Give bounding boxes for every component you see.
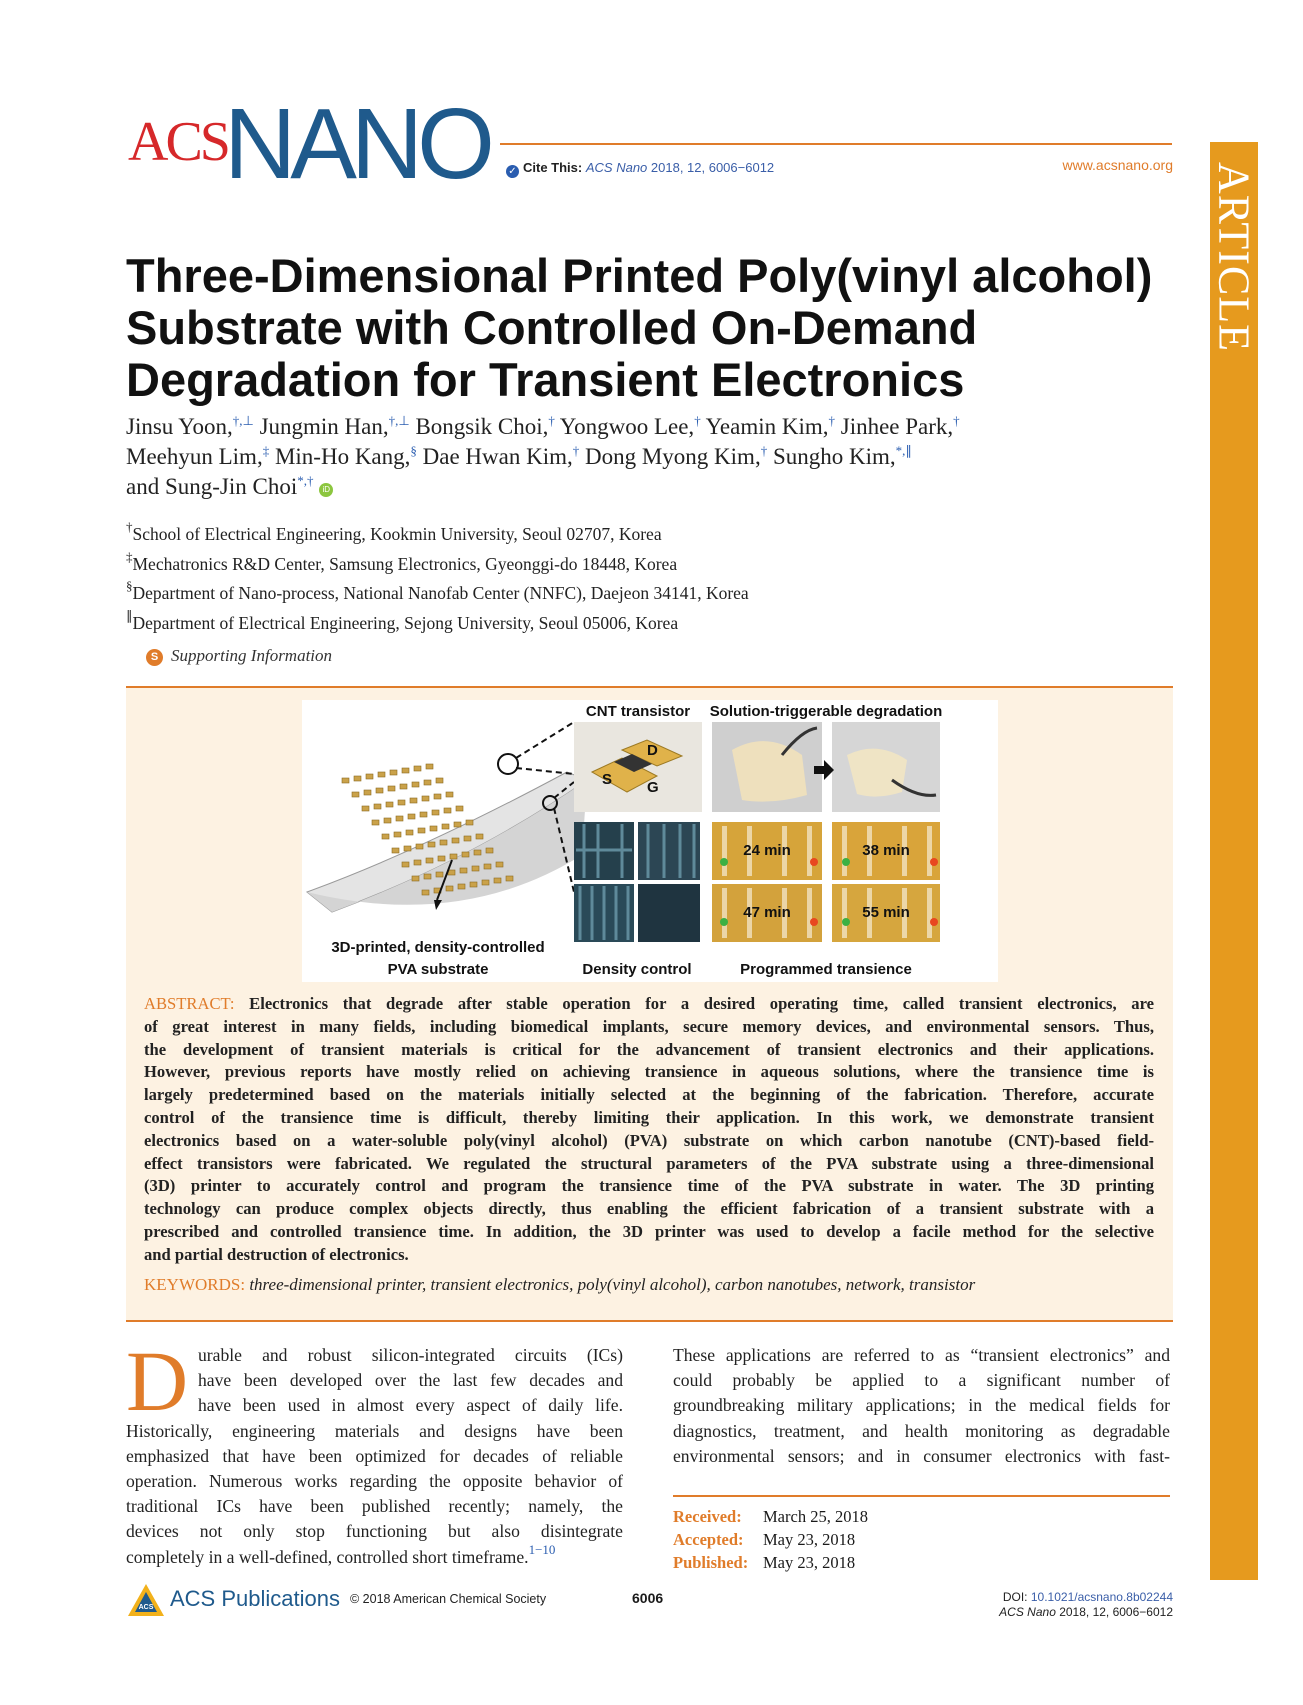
check-icon: ✓ [506, 165, 519, 178]
body-column-left: urable and robust silicon-integrated circuits (ICs) have been developed over the last few decades and have been used in almost every aspect of daily life. Historically, engineering materials and designs have been emphasized that have been optimized for decades of reliable operation. Numerous works regarding the opposite behavior of traditional ICs have been published recently; namely, the devices not only stop functioning but also disintegrate completely in a well-defined, controlled short timeframe.$^{1-10}$ [126, 1345, 623, 1567]
affiliation: §Department of Nano-process, National Nanofab Center (NNFC), Daejeon 34141, Korea [126, 578, 749, 603]
date-received: Received: March 25, 2018 [673, 1507, 868, 1526]
time-label: 24 min [743, 842, 791, 859]
time-label: 47 min [743, 904, 791, 921]
reference-link[interactable]: 1−10 [528, 1541, 556, 1557]
cite-this[interactable] [506, 160, 774, 178]
caption-programmed-transience: Programmed transience [740, 961, 912, 978]
caption-cnt-transistor: CNT transistor [585, 703, 691, 720]
header-rule [500, 143, 1172, 145]
title-line: Substrate with Controlled On-Demand [126, 301, 978, 354]
author[interactable]: Jinsu Yoon,†,⊥ [126, 413, 254, 439]
label-drain: D [647, 742, 658, 759]
affiliation: ∥Department of Electrical Engineering, Sejong University, Seoul 05006, Korea [126, 607, 679, 633]
author[interactable]: Sungho Kim,*,∥ [772, 443, 912, 469]
time-label: 55 min [862, 904, 910, 921]
label-source: S [602, 771, 613, 788]
keywords-list: three-dimensional printer, transient electronics, poly(vinyl alcohol), carbon nanotubes, network, transistor [249, 1275, 976, 1294]
caption-solution-degradation: Solution-triggerable degradation [709, 703, 943, 720]
author[interactable]: and Sung-Jin Choi*,† iD [126, 474, 333, 499]
journal-url[interactable]: www.acsnano.org [1062, 157, 1173, 173]
author[interactable]: Dong Myong Kim,† [585, 443, 768, 469]
keywords [144, 1275, 975, 1295]
toc-graphic [302, 700, 998, 982]
copyright: © 2018 American Chemical Society [350, 1592, 547, 1606]
caption-substrate-2: PVA substrate [387, 961, 489, 978]
affiliations [126, 520, 749, 638]
affiliation: †School of Electrical Engineering, Kookmin University, Seoul 02707, Korea [126, 519, 662, 544]
page-number: 6006 [632, 1590, 664, 1606]
date-accepted: Accepted: May 23, 2018 [673, 1530, 856, 1549]
author[interactable]: Yeamin Kim,† [705, 413, 835, 439]
journal-logo [128, 88, 508, 200]
time-label: 38 min [862, 842, 910, 859]
affiliation: ‡Mechatronics R&D Center, Samsung Electronics, Gyeonggi-do 18448, Korea [126, 548, 678, 574]
acs-publications-logo-icon [126, 1582, 166, 1623]
author[interactable]: Dae Hwan Kim,† [422, 443, 580, 469]
publisher-name: ACS Publications [170, 1586, 340, 1611]
drop-cap: D [126, 1333, 189, 1429]
keywords-heading: KEYWORDS: [144, 1275, 246, 1294]
dates-rule [673, 1495, 1170, 1497]
cite-range: 2018, 12, 6006−6012 [647, 160, 775, 175]
author-list [126, 412, 1186, 502]
cite-label: Cite This: [523, 160, 583, 175]
doi-link[interactable]: 10.1021/acsnano.8b02244 [1030, 1590, 1173, 1604]
article-dates [673, 1505, 868, 1574]
abstract-text: ABSTRACT: Electronics that degrade after stable operation for a desired operating time, called transient electronics, are of great interest in many fields, including biomedical implants, secure memory devices, and environmental sensors. Thus, the development of transient materials is critical for the advancement of transient electronics and their applications. However, previous reports have mostly relied on achieving transience in aqueous solutions, where the transience time is largely predetermined based on the materials initially selected at the beginning of the fabrication. Therefore, accurate control of the transience time is difficult, thereby limiting their application. In this work, we demonstrate transient electronics based on a water-soluble poly(vinyl alcohol) (PVA) substrate on which carbon nanotube (CNT)-based field- effect transistors were fabricated. We regulated the structural parameters of the PVA substrate using a three-dimensional (3D) printer to accurately control and program the transience time of the PVA substrate in water. The 3D printing technology can produce complex objects directly, thus enabling the efficient fabrication of a transient substrate with a prescribed and controlled transience time. In addition, the 3D printer was used to develop a facile method for the selective and partial destruction of electronics. [144, 994, 1154, 1264]
doi-block: DOI: 10.1021/acsnano.8b02244 ACS Nano 2018, 12, 6006−6012 [999, 1590, 1173, 1619]
abstract-heading: ABSTRACT: [144, 994, 235, 1013]
logo-acs: ACS [128, 111, 228, 173]
caption-density-control: Density control [582, 961, 692, 978]
supporting-info-link[interactable]: S Supporting Information [146, 646, 332, 666]
logo-nano: NANO [224, 88, 489, 200]
author[interactable]: Jinhee Park,† [840, 413, 960, 439]
author[interactable]: Meehyun Lim,‡ [126, 443, 270, 469]
author[interactable]: Min-Ho Kang,§ [274, 443, 417, 469]
label-gate: G [647, 779, 659, 796]
date-published: Published: May 23, 2018 [673, 1553, 856, 1572]
author[interactable]: Yongwoo Lee,† [559, 413, 701, 439]
title-line: Three-Dimensional Printed Poly(vinyl alcohol) [126, 249, 1153, 302]
title-line: Degradation for Transient Electronics [126, 353, 965, 406]
caption-substrate-1: 3D-printed, density-controlled [331, 939, 545, 956]
author[interactable]: Bongsik Choi,† [415, 413, 555, 439]
orcid-icon[interactable]: iD [319, 483, 333, 497]
cite-journal: ACS Nano [585, 160, 648, 175]
body-column-right: These applications are referred to as “transient electronics” and could probably be applied to a significant number of groundbreaking military applications; in the medical fields for diagnostics, treatment, and health monitoring as degradable environmental sensors; and in consumer electronics with fast- [673, 1345, 1170, 1466]
article-side-label: ARTICLE [1209, 161, 1259, 353]
supporting-info-icon: S [146, 649, 163, 666]
article-title [126, 250, 1186, 406]
svg-text:ACS: ACS [138, 1604, 154, 1611]
author[interactable]: Jungmin Han,†,⊥ [259, 413, 410, 439]
